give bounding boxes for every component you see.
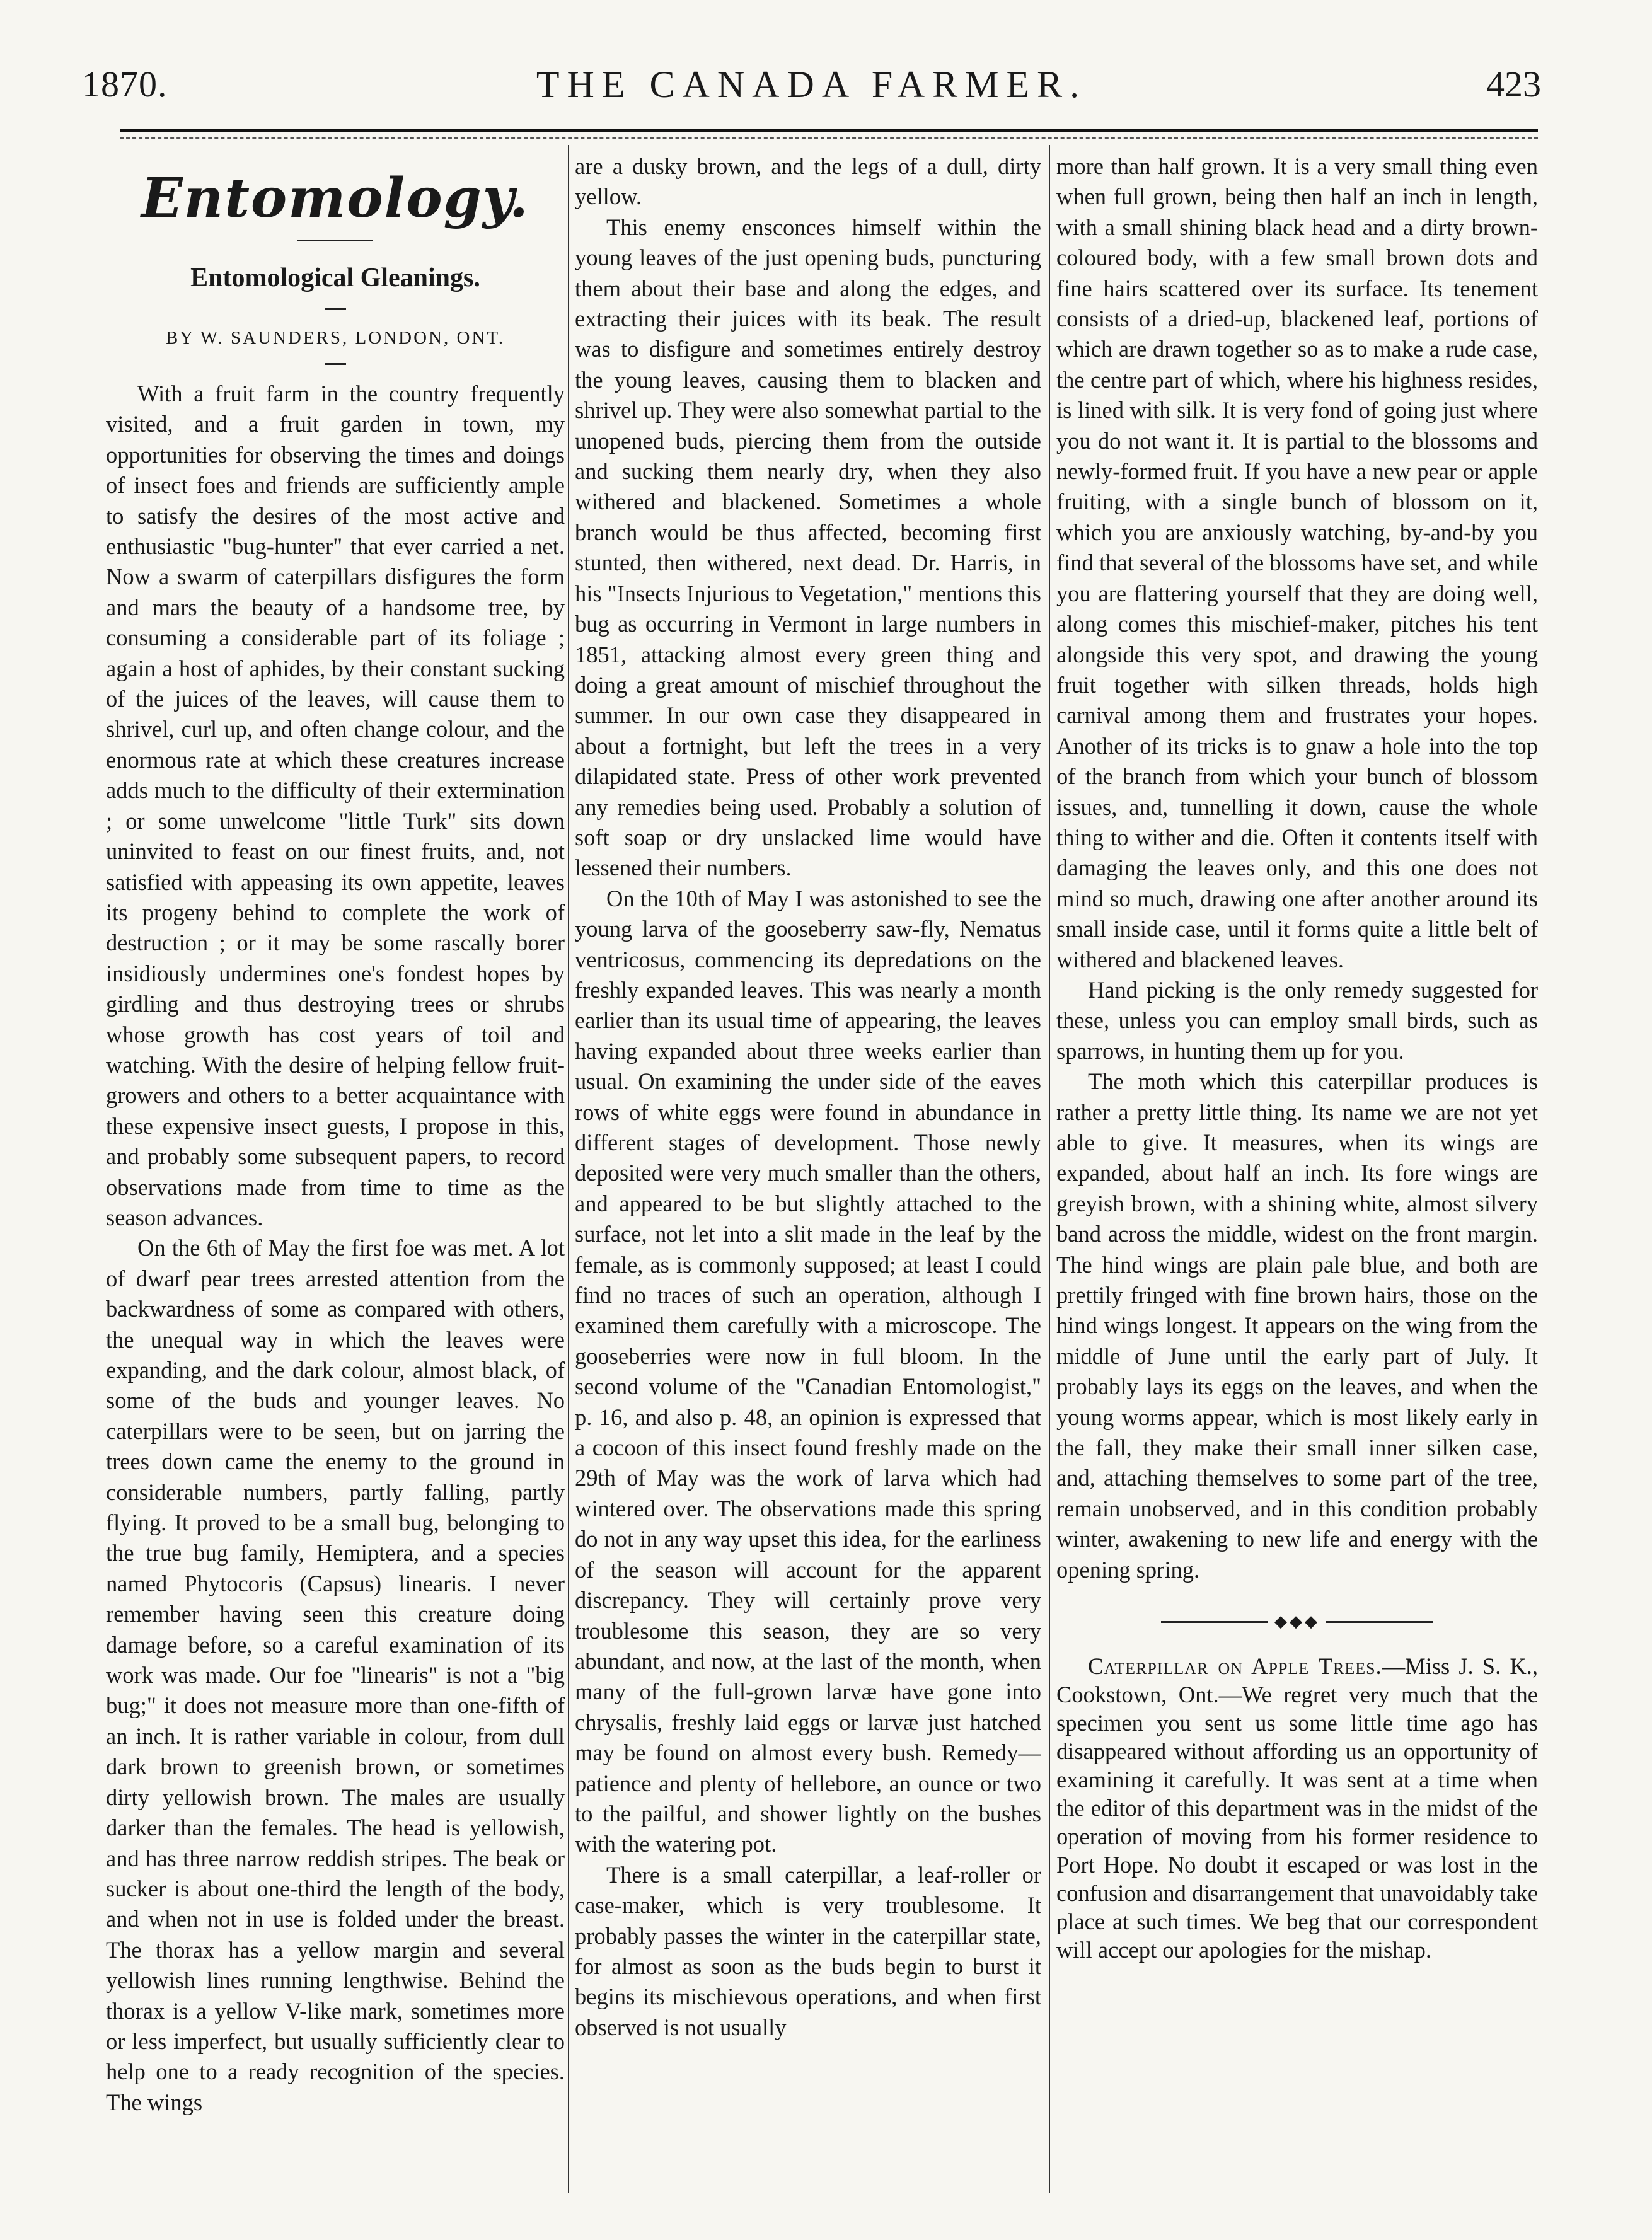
page-header xyxy=(82,63,1541,126)
ornament-icon: ◆◆◆ xyxy=(1274,1612,1320,1631)
article-title: Entomological Gleanings. xyxy=(190,263,480,292)
column-3 xyxy=(1056,151,1538,2187)
section-heading: Entomology. xyxy=(141,166,529,230)
paragraph: The moth which this caterpillar produces is rather a pretty little thing. Its name we are not yet able to give. It measures, when its wings are expanded, about half an inch. Its fore wings are greyish brown, with a shining white, almost silvery band across the middle, widest on the front margin. The hind wings are plain pale blue, and both are prettily fringed with fine brown hairs, those on the hind wings longest. It appears on the wing from the middle of June until the early part of July. It probably lays its eggs on the leaves, and when the young worms appear, which is most likely early in the fall, they make their small inner silken case, and, attaching themselves to some part of the tree, remain unobserved, and in this condition probably winter, awakening to new life and energy with the opening spring. xyxy=(1056,1068,1538,1583)
title-dash xyxy=(325,308,346,310)
byline-dash xyxy=(325,363,346,365)
paragraph: On the 10th of May I was astonished to see the young larva of the gooseberry saw-fly, Nematus ventricosus, commencing its depredations on the freshly expanded leaves. This was nearly a month earlier than its usual time of appearing, the leaves having expanded about three weeks earlier than usual. On examining the under side of the eaves rows of white eggs were found in abundance in different stages of development. Those newly deposited were very much smaller than the others, and appeared to be but slightly attached to the surface, not let into a slit made in the leaf by the female, as is commonly supposed; at least I could find no traces of such an operation, although I examined them carefully with a microscope. The gooseberries were now in full bloom. In the second volume of the "Canadian Entomologist," p. 16, and also p. 48, an opinion is expressed that a cocoon of this insect found freshly made on the 29th of May was the work of larva which had wintered over. The observations made this spring do not in any way upset this idea, for the earliness of the season will account for the apparent discrepancy. They will certainly prove very troublesome this season, they are so very abundant, and now, at the last of the month, when many of the full-grown larvæ have gone into chrysalis, freshly laid eggs or larvæ just hatched may be found on almost every bush. Remedy—patience and plenty of hellebore, an ounce or two to the pailful, and shower lightly on the bushes with the watering pot. xyxy=(575,885,1041,1857)
paragraph: This enemy ensconces himself within the young leaves of the just opening buds, puncturing them about their base and along the edges, and extracting their juices with its beak. The result was to disfigure and sometimes entirely destroy the young leaves, causing them to blacken and shrivel up. They were also somewhat partial to the unopened buds, piercing them from the outside and sucking them nearly dry, when they also withered and blackened. Sometimes a whole branch would be thus affected, becoming first stunted, then withered, next dead. Dr. Harris, in his "Insects Injurious to Vegetation," mentions this bug as occurring in Vermont in large numbers in 1851, attacking almost every green thing and doing a great amount of mischief throughout the summer. In our own case they disappeared in about a fortnight, but left the trees in a very dilapidated state. Press of other work prevented any remedies being used. Probably a solution of soft soap or dry unslacked lime would have lessened their numbers. xyxy=(575,214,1041,881)
paragraph: There is a small caterpillar, a leaf-roller or case-maker, which is very troublesome. It probably passes the winter in the caterpillar state, for almost as soon as the buds begin to burst it begins its mischievous operations, and when first observed is not usually xyxy=(575,1861,1041,2040)
column-2 xyxy=(575,151,1041,2187)
paragraph: more than half grown. It is a very small thing even when full grown, being then half an inch in length, with a small shining black head and a dirty brown-coloured body, with a few small brown dots and fine hairs scattered over its surface. Its tenement consists of a dried-up, blackened leaf, portions of which are drawn together so as to make a rude case, the centre part of which, where his highness resides, is lined with silk. It is very fond of going just where you do not want it. It is partial to the blossoms and newly-formed fruit. If you have a new pear or apple fruiting, with a single bunch of blossom on it, which you are anxiously watching, by-and-by you find that several of the blossoms have set, and while you are flattering yourself that they are doing well, along comes this mischief-maker, pitches his tent alongside this very spot, and drawing the young fruit together with silken threads, holds high carnival among them and frustrates your hopes. Another of its tricks is to gnaw a hole into the top of the branch from which your bunch of blossom issues, and, tunnelling it down, cause the whole thing to wither and die. Often it contents itself with damaging the leaves only, and this one does not mind so much, drawing one after another around its small inside case, until it forms quite a little belt of withered and blackened leaves. xyxy=(1056,153,1538,973)
paragraph: are a dusky brown, and the legs of a dull, dirty yellow. xyxy=(575,153,1041,210)
column-divider xyxy=(1049,145,1050,2193)
column-1 xyxy=(106,151,565,2187)
paragraph: With a fruit farm in the country frequently visited, and a fruit garden in town, my opportunities for observing the times and doings of insect foes and friends are sufficiently ample to satisfy the desires of the most active and enthusiastic "bug-hunter" that ever carried a net. Now a swarm of caterpillars disfigures the form and mars the beauty of a handsome tree, by consuming a considerable part of its foliage ; again a host of aphides, by their constant sucking of the juices of the leaves, will cause them to shrivel, curl up, and often change colour, and the enormous rate at which these creatures increase adds much to the difficulty of their extermination ; or some unwelcome "little Turk" sits down uninvited to feast on our finest fruits, and, not satisfied with appeasing its own appetite, leaves its progeny behind to complete the work of destruction ; or it may be some rascally borer insidiously undermines one's fondest hopes by girdling and thus destroying trees or shrubs whose growth has cost years of toil and watching. With the desire of helping fellow fruit-growers and others to a better acquaintance with these expensive insect guests, I propose in this, and probably some subsequent papers, to record observations made from time to time as the season advances. xyxy=(106,381,565,1230)
paragraph: Hand picking is the only remedy suggested for these, unless you can employ small birds, such as sparrows, in hunting them up for you. xyxy=(1056,976,1538,1064)
header-year: 1870. xyxy=(82,64,168,105)
header-title: THE CANADA FARMER. xyxy=(536,64,1087,105)
article-byline: BY W. SAUNDERS, LONDON, ONT. xyxy=(165,328,505,348)
header-page-number: 423 xyxy=(1486,64,1541,105)
column-divider xyxy=(568,145,569,2193)
header-rule xyxy=(120,129,1538,132)
note-body: —Miss J. S. K., Cookstown, Ont.—We regret very much that the specimen you sent us some little time ago has disappeared without affording us an opportunity of examining it carefully. It was sent at a time when the editor of this department was in the midst of the operation of moving from his former residence to Port Hope. No doubt it escaped or was lost in the confusion and disarrangement that unavoidably take place at such times. We beg that our correspondent will accept our apologies for the mishap. xyxy=(1056,1653,1538,1963)
section-ornament xyxy=(1056,1604,1538,1639)
note-lead: Caterpillar on Apple Trees. xyxy=(1088,1653,1382,1680)
heading-rule xyxy=(297,240,373,241)
correspondence-note xyxy=(1056,1652,1538,1964)
paragraph: On the 6th of May the first foe was met. A lot of dwarf pear trees arrested attention from the backwardness of some as compared with others, the unequal way in which the leaves were expanding, and the dark colour, almost black, of some of the buds and younger leaves. No caterpillars were to be seen, but on jarring the trees down came the enemy to the ground in considerable numbers, partly falling, partly flying. It proved to be a small bug, belonging to the true bug family, Hemiptera, and a species named Phytocoris (Capsus) linearis. I never remember having seen this creature doing damage before, so a careful examination of its work was made. Our foe "linearis" is not a "big bug;" it does not measure more than one-fifth of an inch. It is rather variable in colour, from dull dark brown to greenish brown, or sometimes dirty yellowish brown. The males are usually darker than the females. The head is yellowish, and has three narrow reddish stripes. The beak or sucker is about one-third the length of the body, and when not in use is folded under the breast. The thorax has a yellow margin and several yellowish lines running lengthwise. Behind the thorax is a yellow V-like mark, sometimes more or less imperfect, but usually sufficiently clear to help one to a ready recognition of the species. The wings xyxy=(106,1235,565,2115)
header-rule-dashed xyxy=(120,137,1538,139)
